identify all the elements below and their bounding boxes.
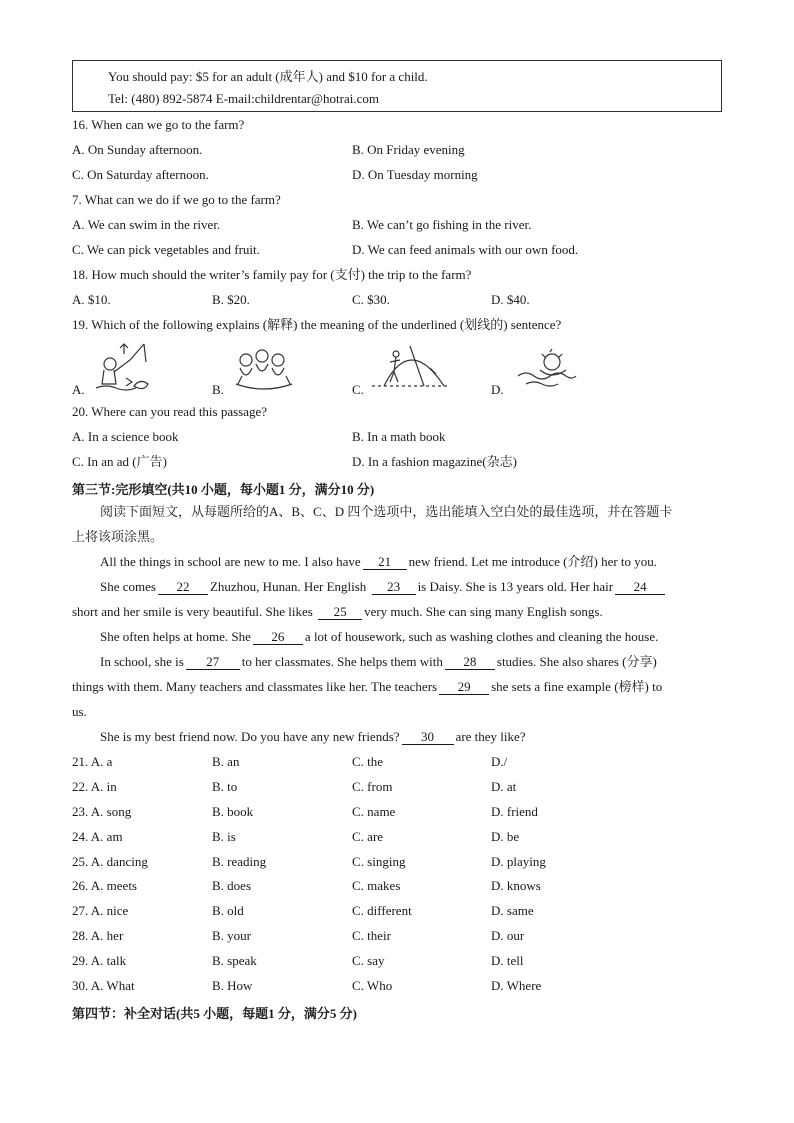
passage-text: a lot of housework, such as washing clothes and cleaning the house. — [304, 629, 659, 644]
q18-option-d[interactable]: D. $40. — [491, 292, 530, 307]
q22-option-a[interactable]: 22. A. in — [72, 779, 117, 794]
q18-stem: 18. How much should the writer’s family pay for (支付) the trip to the farm? — [72, 267, 472, 282]
passage-text: She is my best friend now. Do you have any new friends? — [100, 729, 400, 744]
q29-option-c[interactable]: C. say — [352, 953, 385, 968]
q20-option-d[interactable]: D. In a fashion magazine(杂志) — [352, 454, 517, 469]
q24-option-d[interactable]: D. be — [491, 829, 520, 844]
q20-stem: 20. Where can you read this passage? — [72, 404, 268, 419]
q22-option-c[interactable]: C. from — [352, 779, 393, 794]
q19-option-c[interactable]: C. — [352, 382, 364, 397]
q24-option-a[interactable]: 24. A. am — [72, 829, 123, 844]
q25-option-a[interactable]: 25. A. dancing — [72, 854, 148, 869]
section3-instruction-line2: 上将该项涂黑。 — [72, 529, 164, 544]
q25-option-b[interactable]: B. reading — [212, 854, 267, 869]
q24-option-c[interactable]: C. are — [352, 829, 384, 844]
passage-text: is Daisy. She is 13 years old. Her hair — [417, 579, 614, 594]
blank-29[interactable]: 29 — [439, 680, 489, 695]
q23-option-c[interactable]: C. name — [352, 804, 396, 819]
q29-option-b[interactable]: B. speak — [212, 953, 257, 968]
q24-option-b[interactable]: B. is — [212, 829, 236, 844]
blank-30[interactable]: 30 — [402, 730, 454, 745]
q21-option-a[interactable]: 21. A. a — [72, 754, 113, 769]
q28-option-b[interactable]: B. your — [212, 928, 251, 943]
q21-option-d[interactable]: D./ — [491, 754, 508, 769]
q20-option-b[interactable]: B. In a math book — [352, 429, 446, 444]
q17-option-a[interactable]: A. We can swim in the river. — [72, 217, 221, 232]
q19-option-b[interactable]: B. — [212, 382, 224, 397]
q28-option-c[interactable]: C. their — [352, 928, 391, 943]
q25-option-c[interactable]: C. singing — [352, 854, 406, 869]
passage-line-4 — [100, 629, 658, 645]
q21-option-b[interactable]: B. an — [212, 754, 240, 769]
q28-option-d[interactable]: D. our — [491, 928, 525, 943]
passage-text: All the things in school are new to me. I also have — [100, 554, 361, 569]
passage-text: Zhuzhou, Hunan. Her English — [209, 579, 367, 594]
q27-option-a[interactable]: 27. A. nice — [72, 903, 129, 918]
blank-24[interactable]: 24 — [615, 580, 665, 595]
picture-d-swimming-icon — [516, 348, 578, 390]
q29-option-d[interactable]: D. tell — [491, 953, 524, 968]
q26-option-b[interactable]: B. does — [212, 878, 251, 893]
q23-option-d[interactable]: D. friend — [491, 804, 538, 819]
q17-stem: 7. What can we do if we go to the farm? — [72, 192, 281, 207]
blank-28[interactable]: 28 — [445, 655, 495, 670]
q30-option-b[interactable]: B. How — [212, 978, 253, 993]
passage-text: very much. She can sing many English songs. — [364, 604, 603, 619]
notice-box — [72, 60, 722, 112]
section3-instruction-line1: 阅读下面短文，从每题所给的A、B、C、D 四个选项中，选出能填入空白处的最佳选项，并在答题卡 — [100, 504, 673, 519]
q18-option-b[interactable]: B. $20. — [212, 292, 250, 307]
passage-line-2 — [100, 579, 667, 595]
q16-option-d[interactable]: D. On Tuesday morning — [352, 167, 478, 182]
q16-option-a[interactable]: A. On Sunday afternoon. — [72, 142, 203, 157]
q27-option-b[interactable]: B. old — [212, 903, 244, 918]
q18-option-a[interactable]: A. $10. — [72, 292, 111, 307]
passage-line-7: us. — [72, 704, 87, 719]
passage-line-3 — [72, 604, 603, 620]
blank-26[interactable]: 26 — [253, 630, 303, 645]
q26-option-c[interactable]: C. makes — [352, 878, 401, 893]
passage-text: are they like? — [455, 729, 526, 744]
passage-text: she sets a fine example (榜样) to — [491, 679, 663, 694]
q26-option-d[interactable]: D. knows — [491, 878, 541, 893]
q23-option-a[interactable]: 23. A. song — [72, 804, 132, 819]
q29-option-a[interactable]: 29. A. talk — [72, 953, 127, 968]
q23-option-b[interactable]: B. book — [212, 804, 254, 819]
q19-option-a[interactable]: A. — [72, 382, 85, 397]
passage-text: things with them. Many teachers and classmates like her. The teachers — [72, 679, 438, 694]
q26-option-a[interactable]: 26. A. meets — [72, 878, 137, 893]
q20-option-a[interactable]: A. In a science book — [72, 429, 179, 444]
q27-option-d[interactable]: D. same — [491, 903, 534, 918]
blank-27[interactable]: 27 — [186, 655, 240, 670]
picture-c-tent-icon — [370, 338, 450, 392]
q21-option-c[interactable]: C. the — [352, 754, 384, 769]
passage-text: to her classmates. She helps them with — [241, 654, 443, 669]
q16-option-b[interactable]: B. On Friday evening — [352, 142, 465, 157]
blank-22[interactable]: 22 — [158, 580, 208, 595]
q30-option-c[interactable]: C. Who — [352, 978, 393, 993]
q30-option-a[interactable]: 30. A. What — [72, 978, 135, 993]
q20-option-c[interactable]: C. In an ad (广告) — [72, 454, 167, 469]
blank-23[interactable]: 23 — [372, 580, 416, 595]
q28-option-a[interactable]: 28. A. her — [72, 928, 124, 943]
blank-21[interactable]: 21 — [363, 555, 407, 570]
passage-line-5 — [100, 654, 657, 670]
passage-text: studies. She also shares (分享) — [496, 654, 657, 669]
q16-option-c[interactable]: C. On Saturday afternoon. — [72, 167, 209, 182]
section3-title: 第三节:完形填空(共10 小题，每小题1 分，满分10 分) — [72, 482, 375, 497]
q22-option-b[interactable]: B. to — [212, 779, 238, 794]
q18-option-c[interactable]: C. $30. — [352, 292, 390, 307]
passage-text: She often helps at home. She — [100, 629, 251, 644]
passage-line-1 — [100, 554, 657, 570]
blank-25[interactable]: 25 — [318, 605, 362, 620]
q22-option-d[interactable]: D. at — [491, 779, 517, 794]
q16-stem: 16. When can we go to the farm? — [72, 117, 245, 132]
passage-text: In school, she is — [100, 654, 184, 669]
passage-text: short and her smile is very beautiful. She likes — [72, 604, 313, 619]
q19-option-d[interactable]: D. — [491, 382, 504, 397]
notice-pay-line: You should pay: $5 for an adult (成年人) and $10 for a child. — [108, 69, 428, 84]
q27-option-c[interactable]: C. different — [352, 903, 412, 918]
q19-stem: 19. Which of the following explains (解释) the meaning of the underlined (划线的) sentence? — [72, 317, 562, 332]
q17-option-c[interactable]: C. We can pick vegetables and fruit. — [72, 242, 260, 257]
passage-text: She comes — [100, 579, 156, 594]
passage-line-6 — [72, 679, 662, 695]
section4-title: 第四节：补全对话(共5 小题，每题1 分，满分5 分) — [72, 1006, 357, 1021]
passage-text: new friend. Let me introduce (介绍) her to you. — [408, 554, 658, 569]
q17-option-b[interactable]: B. We can’t go fishing in the river. — [352, 217, 532, 232]
picture-a-fishing-icon — [90, 338, 158, 394]
q30-option-d[interactable]: D. Where — [491, 978, 542, 993]
q17-option-d[interactable]: D. We can feed animals with our own food. — [352, 242, 579, 257]
picture-b-children-icon — [232, 346, 296, 392]
notice-contact-line: Tel: (480) 892-5874 E-mail:childrentar@hotrai.com — [108, 91, 379, 106]
q25-option-d[interactable]: D. playing — [491, 854, 546, 869]
passage-line-8 — [100, 729, 526, 745]
